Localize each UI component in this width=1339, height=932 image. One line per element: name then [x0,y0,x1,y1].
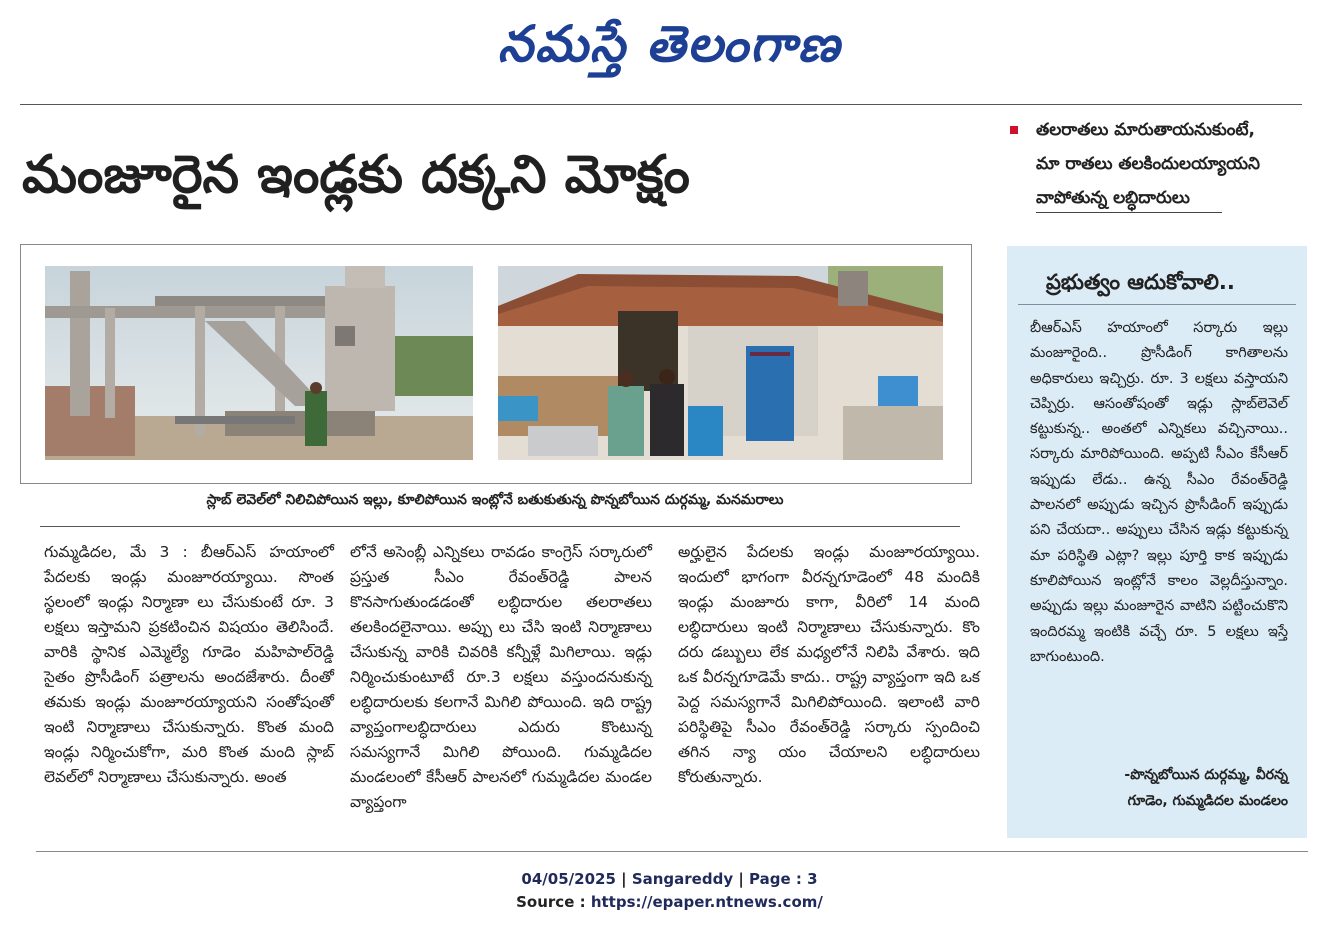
article-paragraph: గుమ్మడిదల, మే 3 : బీఆర్‌ఎస్‌ హయాంలో పేదలకు ఇండ్లు మంజూరయ్యాయి. సొంత స్థలంలో ఇండ్లు నిర్మాణా లు చేసుకుంటే రూ. 3 లక్షలు ఇస్తామని ప్రకటించిన విషయం తెలిసిందే. వారికి స్థానిక ఎమ్మెల్యే గూడెం మహిపాల్‌రెడ్డి సైతం ప్రొసీడింగ్‌ పత్రాలను అందజేశారు. దీంతో తమకు ఇండ్లు మంజూరయ్యాయని సంతోషంతో ఇంటి నిర్మాణాలు చేసుకున్నారు. కొంత మంది ఇండ్లు నిర్మించుకోగా, మరి కొంత మంది స్లాబ్‌ లెవల్‌లో నిర్మాణాలు చేసుకున్నారు. అంత [44,543,334,786]
highlight-line-2: మా రాతలు తలకిందులయ్యాయని [1036,154,1260,174]
footer-date: 04/05/2025 [521,870,616,888]
footer-page: Page : 3 [749,870,818,888]
photo-caption: స్లాబ్‌ లెవెల్‌లో నిలిచిపోయిన ఇల్లు, కూలిపోయిన ఇంట్లోనే బతుకుతున్న పొన్నబోయిన దుర్గమ్మ, మనమరాలు [206,492,784,508]
sidebar-signature-line-2: గూడెం, గుమ్మడిదల మండలం [1127,793,1288,809]
footer-source-link[interactable]: https://epaper.ntnews.com/ [590,893,823,911]
footer-separator: | [615,870,632,888]
footer-dateline [0,870,1339,888]
sidebar-title: ప్రభుత్వం ఆదుకోవాలి.. [1046,270,1235,294]
highlight-underline [1036,212,1222,213]
masthead-rule [20,104,1302,105]
footer-source [0,893,1339,911]
sidebar-paragraph: బీఆర్‌ఎస్‌ హయాంలో సర్కారు ఇల్లు మంజూరైంది.. ప్రొసీడింగ్‌ కాగితాలను అధికారులు ఇచ్చిర్రు. రూ. 3 లక్షలు వస్తాయని చెప్పిర్రు. ఆసంతోషంతో ఇడ్లు స్లాబ్‌లెవెల్‌ కట్టుకున్న.. అంతలో ఎన్నికలు వచ్చినాయి.. సర్కారు మారిపోయింది. అప్పటి సీఎం కేసీఆర్‌ ఇప్పుడు లేడు.. ఉన్న సీఎం రేవంత్‌రెడ్డి పాలనలో అప్పుడు ఇచ్చిన ప్రొసీడింగ్‌ ఇప్పుడు పని చేయదా.. అప్పులు చేసిన ఇడ్లు కట్టుకున్న మా పరిస్థితి ఎట్లా? ఇల్లు పూర్తి కాక ఇప్పుడు కూలిపోయిన ఇంట్లోనే కాలం వెల్లదీస్తున్నాం. అప్పుడు ఇల్లు మంజూరైన వాటిని పట్టించుకొని ఇందిరమ్మ ఇంటికి వచ్చే రూ. 5 లక్షలు ఇస్తే బాగుంటుంది. [1030,320,1288,665]
footer-source-label: Source : [516,893,591,911]
photo-unfinished-house [45,266,473,460]
caption-rule [40,526,960,527]
article-paragraph: అర్హులైన పేదలకు ఇండ్లు మంజూరయ్యాయి. ఇందులో భాగంగా వీరన్నగూడెంలో 48 మందికి ఇండ్లు మంజూరు కాగా, వీరిలో 14 మంది లబ్ధిదారులు ఇంటి నిర్మాణాలు చేసుకున్నారు. కొం దరు డబ్బులు లేక మధ్యలోనే నిలిపి వేశారు. ఇది ఒక వీరన్నగూడెమే కాదు.. రాష్ట్ర వ్యాప్తంగా ఇది ఒక పెద్ద సమస్యగానే మిగిలిపోయింది. ఇలాంటి వారి పరిస్థితిపై సీఎం రేవంత్‌రెడ్డి సర్కారు స్పందించి తగిన న్యా యం చేయాలని లబ్ధిదారులు కోరుతున్నారు. [678,543,980,786]
highlight-bullet-icon [1010,126,1018,134]
photo-collapsed-house [498,266,943,460]
sidebar-signature-line-1: -పొన్నబోయిన దుర్గమ్మ, వీరన్న [1124,767,1288,783]
footer-rule [36,851,1308,852]
article-column-3 [678,540,980,790]
article-paragraph: లోనే అసెంబ్లీ ఎన్నికలు రావడం కాంగ్రెస్‌ సర్కారులో ప్రస్తుత సీఎం రేవంత్‌రెడ్డి పాలన కొనసాగుతుండడంతో లబ్ధిదారుల తలరాతలు తలకిందలైనాయి. అప్పు లు చేసి ఇంటి నిర్మాణాలు చేసుకున్న వారికి చివరికి కన్నీళ్లే మిగిలాయి. ఇడ్లు నిర్మించుకుంటూటే రూ.3 లక్షలు వస్తుందనుకున్న లబ్ధిదారులకు కలగానే మిగిలి పోయింది. ఇది రాష్ట్ర వ్యాప్తంగాలబ్ధిదారులు ఎదురు కొంటున్న సమస్యగానే మిగిలి పోయింది. గుమ్మడిదల మండలంలో కేసీఆర్‌ పాలనలో గుమ్మడిదల మండల వ్యాప్తంగా [350,543,652,811]
highlight-line-3: వాపోతున్న లబ్ధిదారులు [1036,188,1190,208]
highlight-line-1: తలరాతలు మారుతాయనుకుంటే, [1036,120,1255,140]
article-column-2 [350,540,652,815]
article-column-1 [44,540,334,790]
masthead: నమస్తే తెలంగాణ [497,14,842,73]
sidebar-body [1030,316,1288,670]
footer-edition: Sangareddy [631,870,734,888]
sidebar-signature [1030,762,1288,814]
footer-separator: | [733,870,750,888]
headline: మంజూరైన ఇండ్లకు దక్కని మోక్షం [22,145,690,205]
sidebar-rule [1018,304,1296,305]
